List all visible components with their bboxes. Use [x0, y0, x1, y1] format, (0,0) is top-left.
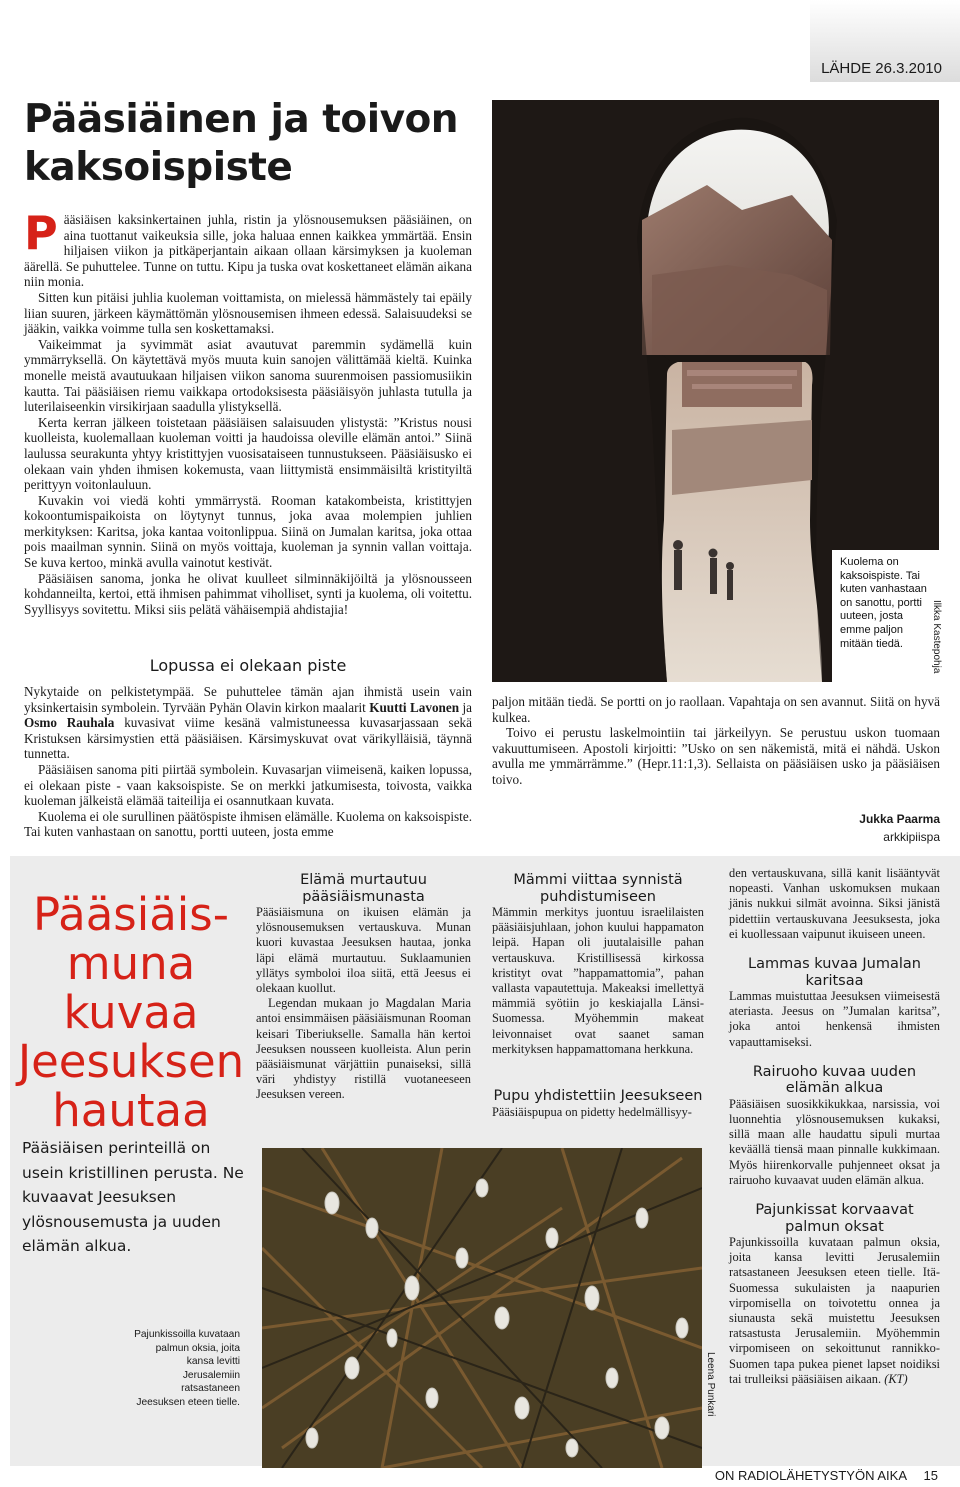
- page-title: Pääsiäinen ja toivon kaksoispiste: [24, 97, 459, 190]
- box-signature: (KT): [884, 1371, 908, 1386]
- section-paragraph-3: Kuolema ei ole surullinen päätöspiste ihmisen elämälle. Kuolema on kaksoispiste. Tai kuten vanhastaan on sanottu, portti uuteen, josta emme: [24, 808, 472, 840]
- intro-paragraph-3: Vaikeimmat ja syvimmät asiat avautuvat paremmin sydämellä kuin ymmärryksellä. On käytettävä myös muuta kuin sanojen välittämää kieltä. Kuinka monelle meistä avautuukaan hiljaisen viikon sanoma suurenmoisen passiomusiikin kautta. Tai pääsiäisen riemu vaikkapa ortodoksisesta pääsiäisyön juhlasta tutulla ja luterilaiseenkin virsikirjaan saadulla ylistyksellä.: [24, 336, 472, 415]
- intro-paragraph-6: Pääsiäisen sanoma, jonka he olivat kuulleet silminnäkijöiltä ja ylösnousseen kohdanneilta, kertoi, että ihmisen pahimmat viholliset, synti ja kuolema, oli voitettu. Syyllisyys sovitettu. Miksi siis pelätä vähäisempiä ahdistajia!: [24, 570, 472, 617]
- intro-paragraph-1: Pääsiäisen kaksinkertainen juhla, ristin ja ylösnousemuksen pääsiäinen, on aina tuottanut vaikeuksia sille, joka haluaa ennen kaikkea ymmärtää. Ensin hiljaisen viikon ja pitkäperjantain aikaan ollaan kärsimyksen ja kuoleman äärellä. Se puhuttelee. Tunne on tuttu. Kipu ja tuska ovat koskettaneet elämän aikana niin monia.: [24, 206, 472, 290]
- willow-caption: Pajunkissoilla kuvataan palmun oksia, joita kansa levitti Jerusalemiin ratsastaneen Jeesuksen eteen tielle.: [134, 1329, 240, 1408]
- section-body: [24, 684, 472, 840]
- section-heading: Lopussa ei olekaan piste: [149, 656, 347, 675]
- box-heading-lamb: Lammas kuvaa Jumalan karitsaa: [748, 956, 921, 989]
- photo-credit: Ilkka Kastepohja: [931, 600, 942, 674]
- box-heading-easter-egg: Elämä murtautuu pääsiäismunasta: [300, 872, 427, 905]
- author-name: Jukka Paarma: [859, 812, 940, 826]
- author-role: arkkipiispa: [883, 830, 940, 844]
- photo-caption: Kuolema on kaksoispiste. Tai kuten vanhastaan on sanottu, portti uuteen, josta emme paljon mitään tiedä.: [840, 556, 927, 650]
- right-paragraph-1: paljon mitään tiedä. Se portti on jo raollaan. Vapahtaja on sen avannut. Siitä on hyvä kulkea.: [492, 694, 940, 725]
- box-mammi: [492, 872, 704, 1057]
- box-text-easter-egg-1: Pääsiäismuna on ikuisen elämän ja ylösnousemuksen vertauskuva. Munan kuori kuvastaa Jeesuksen hautaa, jonka läpi elämä murtautuu. Suklaamunien yllätys symboloi iloa siitä, että Jeesus ei olekaan kuollut.: [256, 905, 471, 996]
- box-text-willow: Pajunkissoilla kuvataan palmun oksia, joita kansa levitti Jerusalemiin ratsastaneen Jeesuksen eteen tielle. Itä-Suomessa sukulaisten ja naapurien virpomisella on toivotettu onnea ja siunausta sekä muistettu Jeesuksen ratsastusta Jerusalemiin. Myöhemmin virpomiseen on sekoittunut rannikko-Suomen tapa pukea pienet lapset noidiksi tai trulleiksi pääsiäisen aikaan. (KT): [729, 1235, 940, 1386]
- magazine-name: ON RADIOLÄHETYSTYÖN AIKA: [714, 1468, 907, 1483]
- article-intro: [24, 206, 472, 617]
- article-continuation: [492, 694, 940, 788]
- footer: [715, 1468, 938, 1483]
- panel-right-column: [729, 866, 940, 1387]
- box-easter-egg: [256, 872, 471, 1103]
- drop-cap: P: [24, 206, 58, 260]
- intro-paragraph-2: Sitten kun pitäisi juhlia kuoleman voittamista, on mielessä hämmästely tai epäily liian suuren, järkeen käymättömän ylösnousemisen ihmeen edessä. Salaisuudeksi se jääkin, vaikka voimme tulla sen koskettamaksi.: [24, 289, 472, 337]
- willow-photo-credit: Leena Punkari: [705, 1352, 716, 1417]
- box-text-easter-egg-2: Legendan mukaan jo Magdalan Maria antoi ensimmäisen pääsiäismunan Rooman keisari Tiberiukselle. Samalla hän kertoi Jeesuksen nousseen kuolleista. Alun perin pääsiäismunat värjättiin punaiseksi, sillä väri yhdistyy ristillä vuotaneeseen Jeesuksen vereen.: [256, 996, 471, 1102]
- box-bunny: [492, 1088, 704, 1120]
- box-heading-bunny: Pupu yhdistettiin Jeesukseen: [493, 1088, 703, 1104]
- right-paragraph-2: Toivo ei perustu laskelmointiin tai järkeilyyn. Se perustuu uskon tuomaan vakuuttumiseen. Apostoli kirjoitti: ”Usko on sen näkemistä, mitä ei nähdä. Uskon avulla me ymmärrämme.” (Hepr.11:1,3). Sellaista on pääsiäisen usko ja pääsiäisen toivo.: [492, 725, 940, 787]
- box-text-grass: Pääsiäisen suosikkikukkaa, narsissia, voi luonnehtia ylösnousemuksen kukaksi, sillä maan alle haudattu sipuli murtaa keväällä tiensä maan pinnalle kukkimaan. Myös hiirenkorvalle puhjenneet oksat ja rairuoho kuvaavat uuden elämän alkua.: [729, 1096, 940, 1187]
- box-heading-grass: Rairuoho kuvaa uuden elämän alkua: [752, 1063, 917, 1097]
- source-date: LÄHDE 26.3.2010: [821, 60, 942, 77]
- section-paragraph-1: Nykytaide on pelkistetympää. Se puhuttelee tämän ajan ihmistä usein vain yksinkertaisin symbolein. Tyrvään Pyhän Olavin kirkon maalarit Kuutti Lavonen ja Osmo Rauhala kuvasivat viime kesänä valmistuneessa kuvasarjassaan sekä Kristuksen kärsimystien että pääsiäisen. Kärsimyskuvat ovat värikylläisiä, täynnä tunnetta.: [24, 684, 472, 762]
- box-text-lamb: Lammas muistuttaa Jeesuksen viimeisestä ateriasta. Jeesus on ”Jumalan karitsa”, joka antoi henkensä ihmisten vapauttamiseksi.: [729, 989, 940, 1049]
- intro-paragraph-4: Kerta kerran jälkeen toistetaan pääsiäisen salaisuuden ylistystä: ”Kristus nousi kuolleista, kuolemallaan kuoleman voitti ja haudoissa oleville elämän antoi.” Siinä laulussa seurakunta yhtyy kristittyjen vuosisataiseen tunnustukseen. Pääsiäisusko ei olekaan vain yhden ihmisen kokemusta, vaan liittymistä ensimmäisiltä kristityiltä perittyyn voitonlauluun.: [24, 414, 472, 493]
- box-text-mammi: Mämmin merkitys juontuu israelilaisten pääsiäisjuhlaan, johon kuului happamaton leipä. Hapan oli juutalaisille pahan vertauskuva. Kristillisessä kirkossa kristityt ovat ”happamattomia”, pahan vallasta vapautettuja. Makeaksi imellettyä mämmiä syötiin jo keskiajalla Länsi-Suomessa. Myöhemmin makeat leivonnaiset ovat saanet saman merkityksen happamattomana herkkuna.: [492, 905, 704, 1056]
- box-text-bunny-start: Pääsiäispupua on pidetty hedelmällisyy-: [492, 1104, 692, 1119]
- panel-lead: Pääsiäisen perinteillä on usein kristillinen perusta. Ne kuvaavat Jeesuksen ylösnousemusta ja uuden elämän alkua.: [22, 1139, 244, 1255]
- box-heading-willow: Pajunkissat korvaavat palmun oksat: [755, 1202, 914, 1235]
- intro-paragraph-5: Kuvakin voi viedä kohti ymmärrystä. Rooman katakombeista, kristittyjen kokoontumispaikoista on löytynyt tunnus, joka avaa molempien juhlien merkityksen: Karitsa, joka kantaa voitonlippua. Siinä on Jumalan karitsa, joka ottaa pois maailman synnin. Siinä on myös voittaja, kuoleman ja synnin vallan voittaja. Se kuva kertoo, minkä avulla vainotut kestivät.: [24, 492, 472, 571]
- artist-name-1: Kuutti Lavonen: [369, 699, 460, 715]
- artist-name-2: Osmo Rauhala: [24, 715, 115, 731]
- willow-catkins-photo: [262, 1148, 702, 1468]
- box-heading-mammi: Mämmi viittaa synnistä puhdistumiseen: [513, 872, 683, 905]
- panel-headline: Pääsiäis-muna kuvaa Jeesuksen hautaa: [17, 888, 245, 1137]
- page-number: 15: [923, 1468, 938, 1483]
- box-text-bunny-cont: den vertauskuvana, sillä kanit lisääntyvät nopeasti. Vanhan uskomuksen mukaan jänis nukkui silmät avoinna. Siksi jänistä pidettiin vertauskuvana Jeesuksesta, joka ei kuollessaan vaipunut ikuiseen uneen.: [729, 866, 940, 941]
- section-paragraph-2: Pääsiäisen sanoma piti piirtää symbolein. Kuvasarjan viimeisenä, kaiken lopussa, ei olekaan piste - vaan kaksoispiste. Se on merkki jatkumisesta, toivosta, vaikka kuoleman jälkeistä elämää taiteilija ei osannutkaan kuvata.: [24, 761, 472, 809]
